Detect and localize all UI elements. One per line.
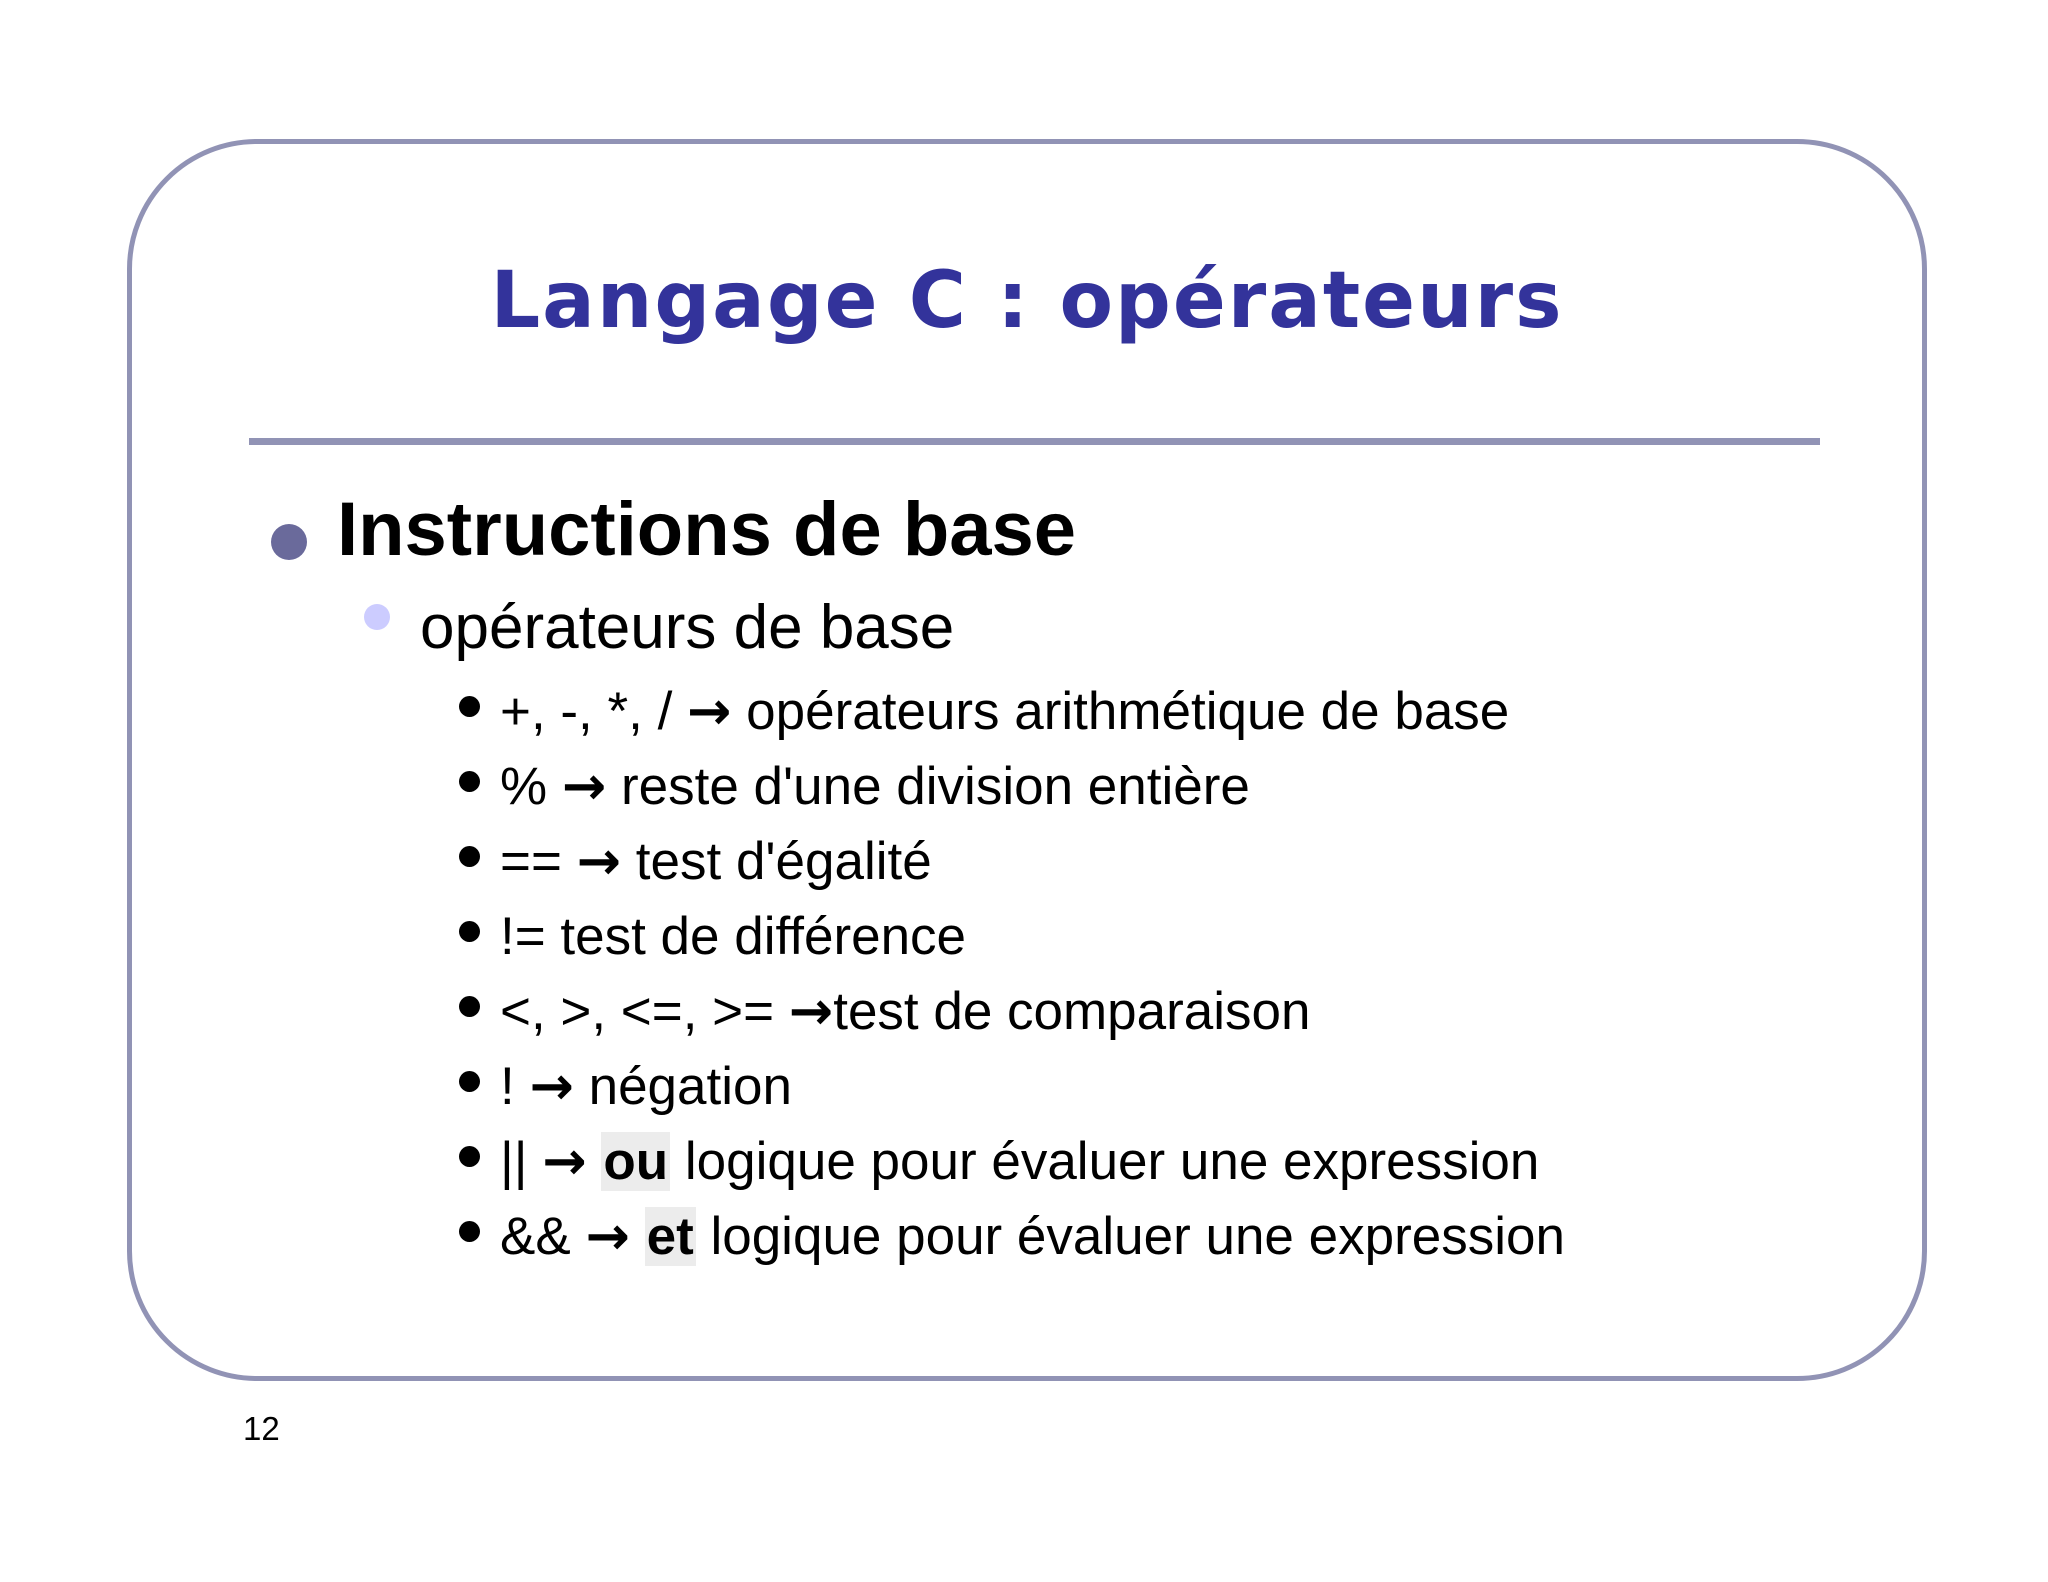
arrow-right-icon: →	[542, 1131, 587, 1192]
item-description: logique pour évaluer une expression	[670, 1132, 1540, 1191]
item-operator: +, -, *, /	[500, 682, 688, 741]
arrow-right-icon: →	[585, 1206, 630, 1267]
bullet-icon	[459, 996, 480, 1017]
slide-title: Langage C : opérateurs	[490, 256, 1564, 346]
item-operator: <, >, <=, >=	[500, 982, 789, 1041]
list-item	[500, 1206, 1565, 1267]
bullet-icon	[459, 921, 480, 942]
arrow-right-icon: →	[576, 831, 622, 892]
item-description: reste d'une division entière	[606, 757, 1250, 816]
list-item	[500, 981, 1311, 1042]
arrow-right-icon: →	[529, 1056, 574, 1117]
item-description: test de comparaison	[833, 982, 1311, 1041]
bullet-level2-icon	[364, 604, 390, 630]
title-divider	[249, 438, 1820, 445]
item-spacer	[587, 1132, 602, 1191]
page-number: 12	[243, 1410, 280, 1447]
item-operator: &&	[500, 1207, 586, 1266]
bullet-icon	[459, 1146, 480, 1167]
heading-instructions: Instructions de base	[337, 487, 1077, 572]
item-operator: %	[500, 757, 562, 816]
list-item	[500, 681, 1510, 742]
item-keyword: ou	[603, 1132, 669, 1191]
bullet-icon	[459, 1221, 480, 1242]
item-description: logique pour évaluer une expression	[695, 1207, 1565, 1266]
bullet-icon	[459, 771, 480, 792]
item-keyword: et	[646, 1207, 694, 1266]
item-description: opérateurs arithmétique de base	[731, 682, 1510, 741]
bullet-icon	[459, 1071, 480, 1092]
bullet-icon	[459, 696, 480, 717]
subheading-operators: opérateurs de base	[420, 593, 955, 662]
item-operator: ||	[500, 1132, 543, 1191]
arrow-right-icon: →	[687, 681, 732, 742]
bullet-level1-icon	[271, 524, 307, 560]
item-operator: !	[500, 1057, 530, 1116]
list-item	[500, 756, 1250, 817]
item-description: négation	[573, 1057, 792, 1116]
list-item	[500, 907, 967, 966]
list-item	[500, 1131, 1540, 1192]
bullet-icon	[459, 846, 480, 867]
item-operator: ==	[500, 832, 577, 891]
item-spacer	[630, 1207, 645, 1266]
list-item	[500, 1056, 792, 1117]
list-item	[500, 831, 932, 892]
arrow-right-icon: →	[788, 981, 834, 1042]
item-text: != test de différence	[500, 907, 967, 966]
arrow-right-icon: →	[561, 756, 607, 817]
item-description: test d'égalité	[621, 832, 932, 891]
